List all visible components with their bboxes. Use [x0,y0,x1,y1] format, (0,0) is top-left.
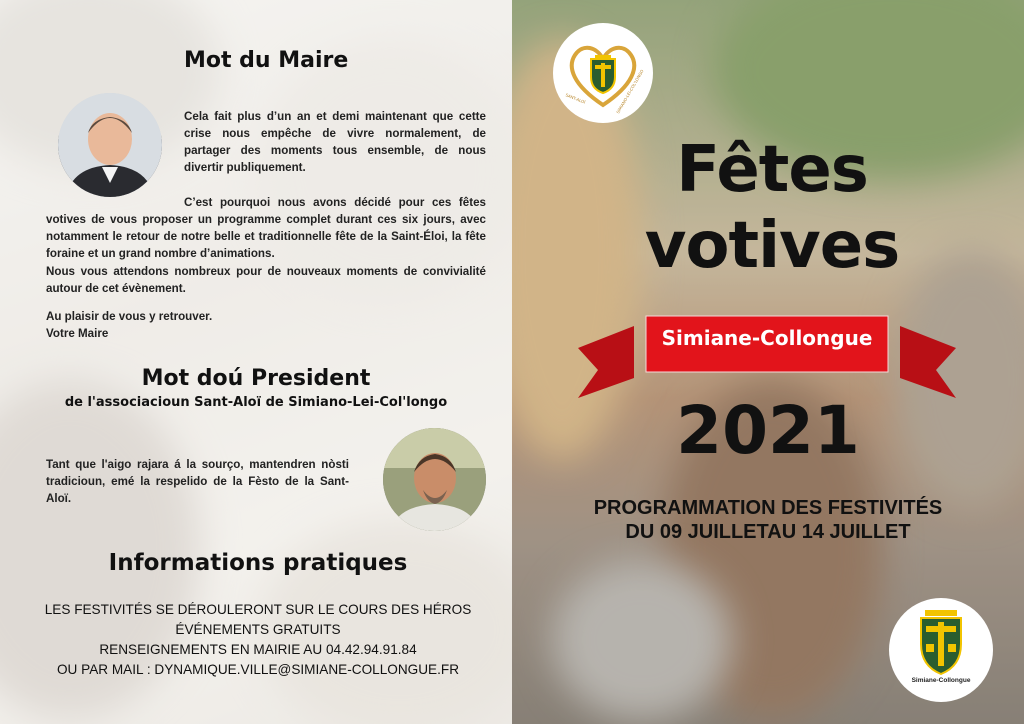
info-location: LES FESTIVITÉS SE DÉROULERONT SUR LE COURS DES HÉROS [44,602,472,617]
logo-caption-right: SIMIANO-LEI-COL'LONGO [615,68,645,115]
president-portrait-illustration [383,428,486,531]
cover-title-line-2: votives [644,209,900,283]
ribbon-right-tail [900,326,956,398]
info-phone: RENSEIGNEMENTS EN MAIRIE AU 04.42.94.91.84 [99,642,417,657]
president-subtitle: de l'associacioun Sant-Aloï de Simiano-Lei-Col'longo [64,395,448,410]
town-logo [889,598,993,702]
mayor-paragraph-2: C’est pourquoi nous avons décidé pour ces fêtes votives de vous proposer un programme complet durant ces six jours, avec notamment le retour de notre belle et traditionnelle fête de la Saint-Éloi, la fête foraine et un grand nombre d’animations. [46,196,486,260]
ribbon-banner [578,308,956,398]
info-block [0,600,512,680]
mayor-title: Mot du Maire [184,48,349,73]
mayor-paragraph-3: Nous vous attendons nombreux pour de nouveaux moments de convivialité autour de cet évènement. [46,265,486,295]
president-paragraph: Tant que l'aigo rajara á la sourço, mantendren nòsti tradicioun, emé la respelido de la Fèsto de la Sant-Aloï. [46,458,349,505]
mayor-portrait-illustration [58,93,162,197]
banner-town-name: Simiane-Collongue [661,326,873,350]
mayor-signoff [46,308,486,342]
ribbon-left-tail [578,326,634,398]
cover-year: 2021 [676,392,860,469]
mayor-signoff-line: Au plaisir de vous y retrouver. [46,310,213,323]
mayor-paragraph-1: Cela fait plus d’un an et demi maintenant que cette crise nous empêche de vivre normalement, de partager des moments tous ensemble, de nous divertir publiquement. [184,110,486,174]
president-photo [383,428,486,531]
town-logo-caption: Simiane-Collongue [911,677,971,684]
town-shield-icon [889,598,993,702]
mayor-photo [58,93,162,197]
president-title: Mot doú President [141,366,371,391]
info-title: Informations pratiques [108,550,408,576]
mayor-signature: Votre Maire [46,327,109,340]
programme-line-1: PROGRAMMATION DES FESTIVITÉS [593,497,943,519]
logo-caption-left: SANT-ALOÏ [564,92,587,105]
info-email: OU PAR MAIL : DYNAMIQUE.VILLE@SIMIANE-COLLONGUE.FR [56,662,460,677]
cover-title [572,132,972,284]
cover-title-line-1: Fêtes [676,133,868,207]
programme-dates [512,496,1024,544]
info-free-events: ÉVÉNEMENTS GRATUITS [175,622,341,637]
right-page [512,0,1024,724]
programme-line-2: DU 09 JUILLETAU 14 JUILLET [625,521,911,543]
sant-aloi-logo [553,23,653,123]
